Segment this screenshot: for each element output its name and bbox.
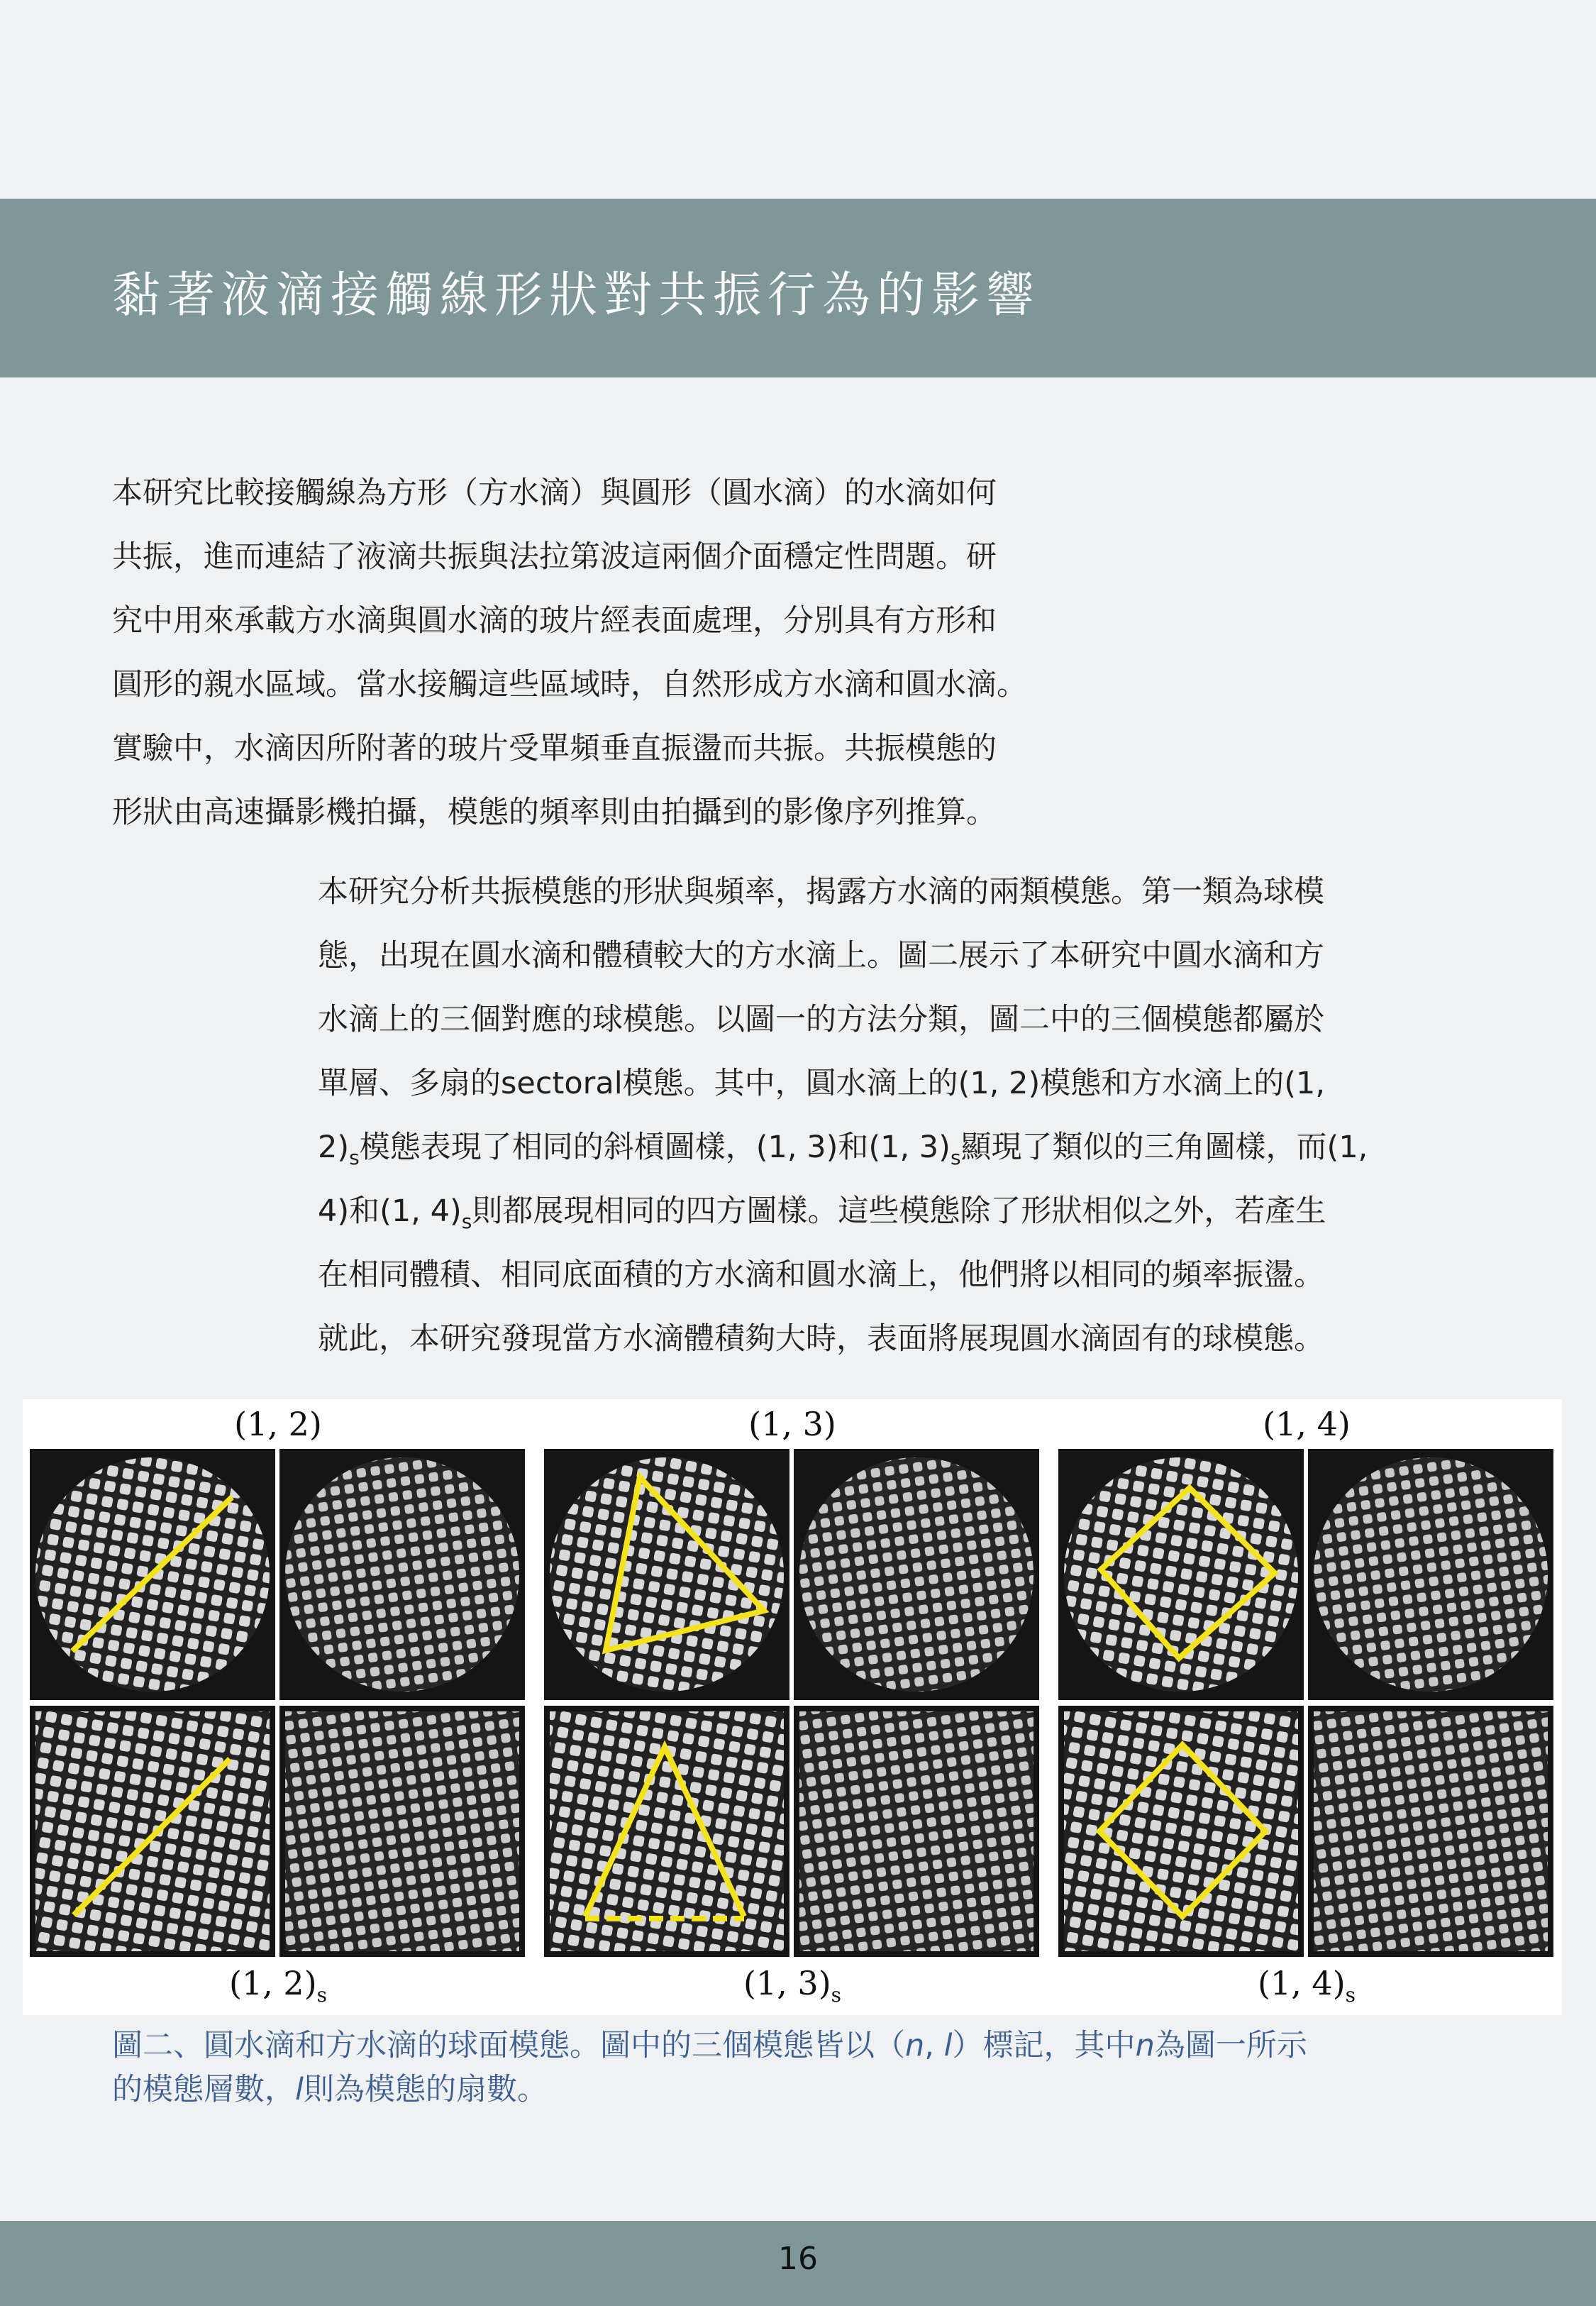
subscript: s: [950, 1146, 961, 1169]
square-drop-1-2-image: [30, 1706, 275, 1957]
text-run: n: [1135, 2028, 1155, 2063]
round-drop-1-4-alt-image: [1308, 1449, 1553, 1700]
round-drop-1-3-alt-image: [794, 1449, 1039, 1700]
text-run: 圖二、圓水滴和方水滴的球面模態。圖中的三個模態皆以（: [112, 2028, 905, 2063]
text-run: 顯現了類似的三角圖樣，而(1,: [960, 1130, 1368, 1165]
text-run: ,: [924, 2028, 944, 2063]
figure-caption: [112, 2024, 1502, 2112]
text-run: (1, 3): [743, 1964, 831, 2002]
text-run: 2): [318, 1130, 350, 1165]
page-title: 黏著液滴接觸線形狀對共振行為的影響: [112, 267, 1041, 324]
subscript: s: [461, 1210, 472, 1233]
analysis-paragraph: [318, 860, 1502, 1371]
intro-paragraph: [112, 461, 1219, 844]
intro-line: 究中用來承載方水滴與圓水滴的玻片經表面處理，分別具有方形和: [112, 603, 997, 639]
text-run: 為圖一所示: [1154, 2028, 1307, 2063]
intro-line: 形狀由高速攝影機拍攝，模態的頻率則由拍攝到的影像序列推算。: [112, 795, 997, 830]
text-run: l: [295, 2072, 304, 2107]
text-run: 4)和(1, 4): [318, 1193, 462, 1229]
subscript: s: [316, 1983, 328, 2007]
subscript: s: [1345, 1983, 1356, 2007]
text-run: 的模態層數，: [112, 2072, 295, 2107]
intro-line: 共振，進而連結了液滴共振與法拉第波這兩個介面穩定性問題。研: [112, 539, 997, 575]
mode-label-top: (1, 4): [1263, 1405, 1351, 1443]
round-drop-1-2-image: [30, 1449, 275, 1700]
text-run: l: [943, 2028, 953, 2063]
analysis-line: [318, 1115, 1502, 1179]
square-drop-1-4-alt-image: [1308, 1706, 1553, 1957]
text-run: 則都展現相同的四方圖樣。這些模態除了形狀相似之外，若產生: [472, 1193, 1326, 1229]
mode-label-top: (1, 2): [234, 1405, 322, 1443]
analysis-line: [318, 1179, 1502, 1243]
analysis-line: 在相同體積、相同底面積的方水滴和圓水滴上，他們將以相同的頻率振盪。: [318, 1257, 1324, 1293]
page-number: 16: [778, 2241, 818, 2277]
figure-mode-images: [23, 1399, 1562, 2015]
mode-label-top: (1, 3): [748, 1405, 836, 1443]
analysis-line: 就此，本研究發現當方水滴體積夠大時，表面將展現圓水滴固有的球模態。: [318, 1321, 1324, 1357]
analysis-line: 單層、多扇的sectoral模態。其中，圓水滴上的(1, 2)模態和方水滴上的(1,: [318, 1066, 1326, 1101]
text-run: 模態表現了相同的斜槓圖樣，(1, 3)和(1, 3): [359, 1130, 951, 1165]
text-run: (1, 4): [1257, 1964, 1346, 2002]
analysis-line: 水滴上的三個對應的球模態。以圖一的方法分類，圖二中的三個模態都屬於: [318, 1002, 1324, 1037]
round-drop-1-4-image: [1058, 1449, 1304, 1700]
mode-label-bottom: [743, 1964, 842, 2007]
mode-label-bottom: [228, 1964, 328, 2007]
square-drop-1-3-alt-image: [794, 1706, 1039, 1957]
text-run: ）標記，其中: [952, 2028, 1136, 2063]
square-drop-1-3-image: [544, 1706, 789, 1957]
square-drop-1-2-alt-image: [279, 1706, 525, 1957]
analysis-line: 態，出現在圓水滴和體積較大的方水滴上。圖二展示了本研究中圓水滴和方: [318, 938, 1324, 973]
round-drop-1-2-alt-image: [279, 1449, 525, 1700]
subscript: s: [831, 1983, 842, 2007]
text-run: 則為模態的扇數。: [303, 2072, 548, 2107]
intro-line: 實驗中，水滴因所附著的玻片受單頻垂直振盪而共振。共振模態的: [112, 731, 997, 766]
intro-line: 圓形的親水區域。當水接觸這些區域時，自然形成方水滴和圓水滴。: [112, 667, 1027, 702]
text-run: (1, 2): [228, 1964, 317, 2002]
subscript: s: [349, 1146, 360, 1169]
analysis-line: 本研究分析共振模態的形狀與頻率，揭露方水滴的兩類模態。第一類為球模: [318, 874, 1324, 910]
square-drop-1-4-image: [1058, 1706, 1304, 1957]
text-run: n: [905, 2028, 925, 2063]
mode-label-bottom: [1257, 1964, 1356, 2007]
round-drop-1-3-image: [544, 1449, 789, 1700]
intro-line: 本研究比較接觸線為方形（方水滴）與圓形（圓水滴）的水滴如何: [112, 475, 997, 511]
